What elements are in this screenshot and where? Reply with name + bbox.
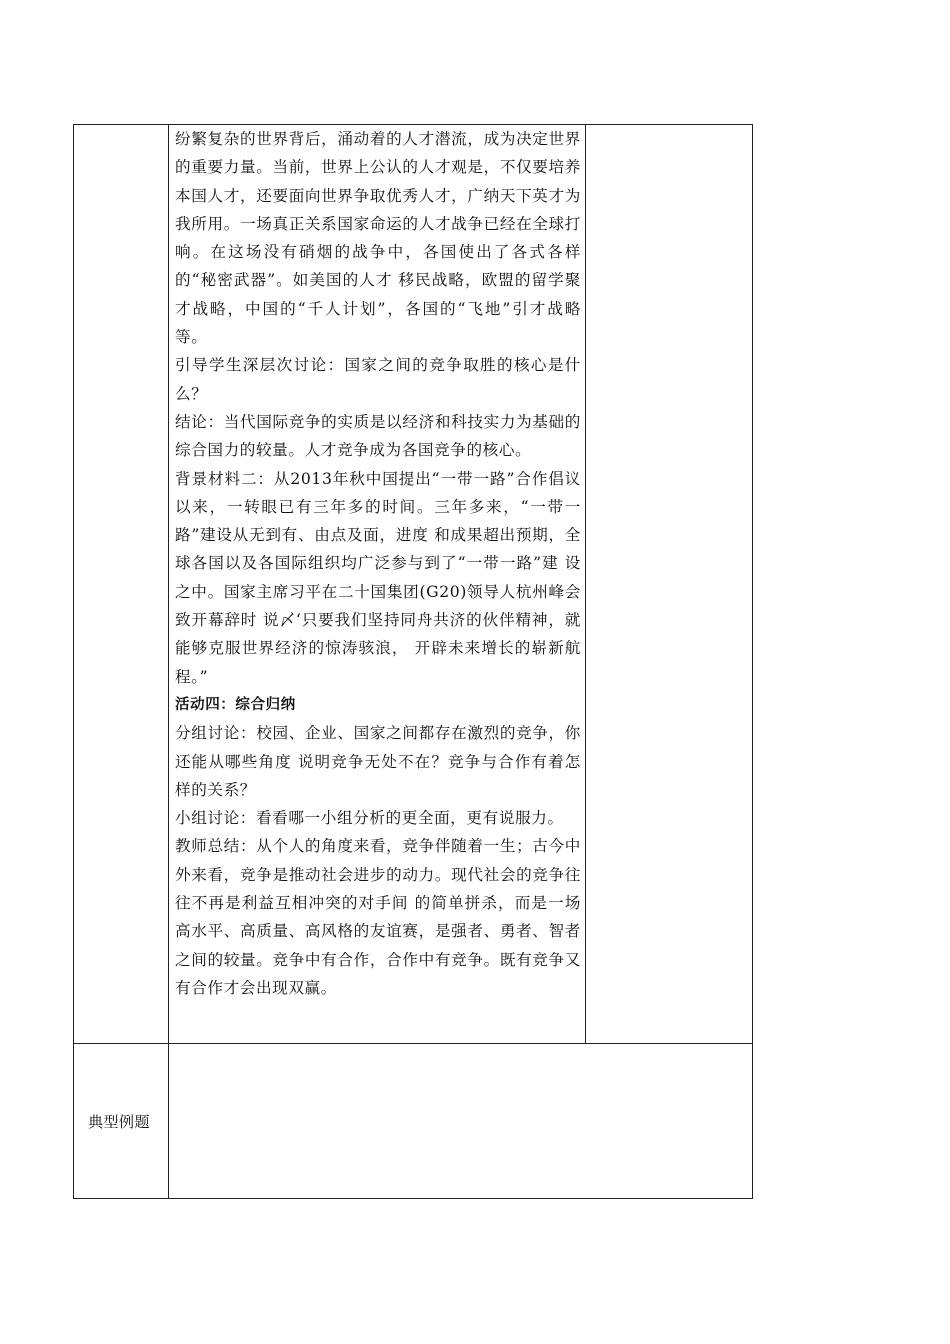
teacher-summary-paragraph: 教师总结：从个人的角度来看，竞争伴随着一生；古今中外来看，竞争是推动社会进步的动力。现代社会的竞争往往不再是利益互相冲突的对手间 的简单拼杀，而是一场高水平、高质量、高风格的友谊赛，是强者、勇者、智者之间的较量。竞争中有合作，合作中有竞争。既有竞争又有合作才会出现双赢。 bbox=[175, 837, 581, 997]
notes-cell bbox=[586, 125, 753, 1044]
material-paragraph: 纷繁复杂的世界背后，涌动着的人才潜流，成为决定世界的重要力量。当前，世界上公认的人才观是，不仅要培养本国人才，还要面向世界争取优秀人才，广纳天下英才为我所用。一场真正关系国家命运的人才战争已经在全球打响。在这场没有硝烟的战争中，各国使出了各式各样的“秘密武器”。如美国的人才 移民战略，欧盟的留学聚才战略，中国的“千人计划”，各国的“飞地”引才战略等。 bbox=[175, 130, 581, 347]
activity-heading: 活动四：综合归纳 bbox=[175, 696, 296, 713]
background-material-two: 背景材料二：从2013年秋中国提出“一带一路”合作倡议以来，一转眼已有三年多的时间。三年多来，“一带一路”建设从无到有、由点及面，进度 和成果超出预期，全球各国以及各国际组织均广泛参与到了“一带一路”建 设之中。国家主席习平在二十国集团(G20)领导人杭州峰会致开幕辞时 说〆‘只要我们坚持同舟共济的伙伴精神，就能够克服世界经济的惊涛骇浪， 开辟未来增长的崭新航程。” bbox=[175, 469, 581, 686]
row-label-cell bbox=[74, 125, 169, 1044]
teaching-content-cell bbox=[169, 125, 586, 1044]
example-label: 典型例题 bbox=[87, 1112, 150, 1131]
lesson-plan-table bbox=[73, 124, 753, 1199]
small-group-paragraph: 小组讨论：看看哪一小组分析的更全面，更有说服力。 bbox=[175, 809, 564, 828]
example-row bbox=[74, 1044, 753, 1199]
group-discussion-paragraph: 分组讨论：校园、企业、国家之间都存在激烈的竞争，你还能从哪些角度 说明竞争无处不在？竞争与合作有着怎样的关系？ bbox=[175, 724, 581, 799]
teaching-process-row bbox=[74, 125, 753, 1044]
example-label-cell bbox=[74, 1044, 169, 1199]
discussion-prompt: 引导学生深层次讨论：国家之间的竞争取胜的核心是什么？ bbox=[175, 356, 581, 403]
example-content-cell bbox=[169, 1044, 753, 1199]
conclusion-paragraph: 结论：当代国际竞争的实质是以经济和科技实力为基础的综合国力的较量。人才竞争成为各国竞争的核心。 bbox=[175, 412, 581, 460]
